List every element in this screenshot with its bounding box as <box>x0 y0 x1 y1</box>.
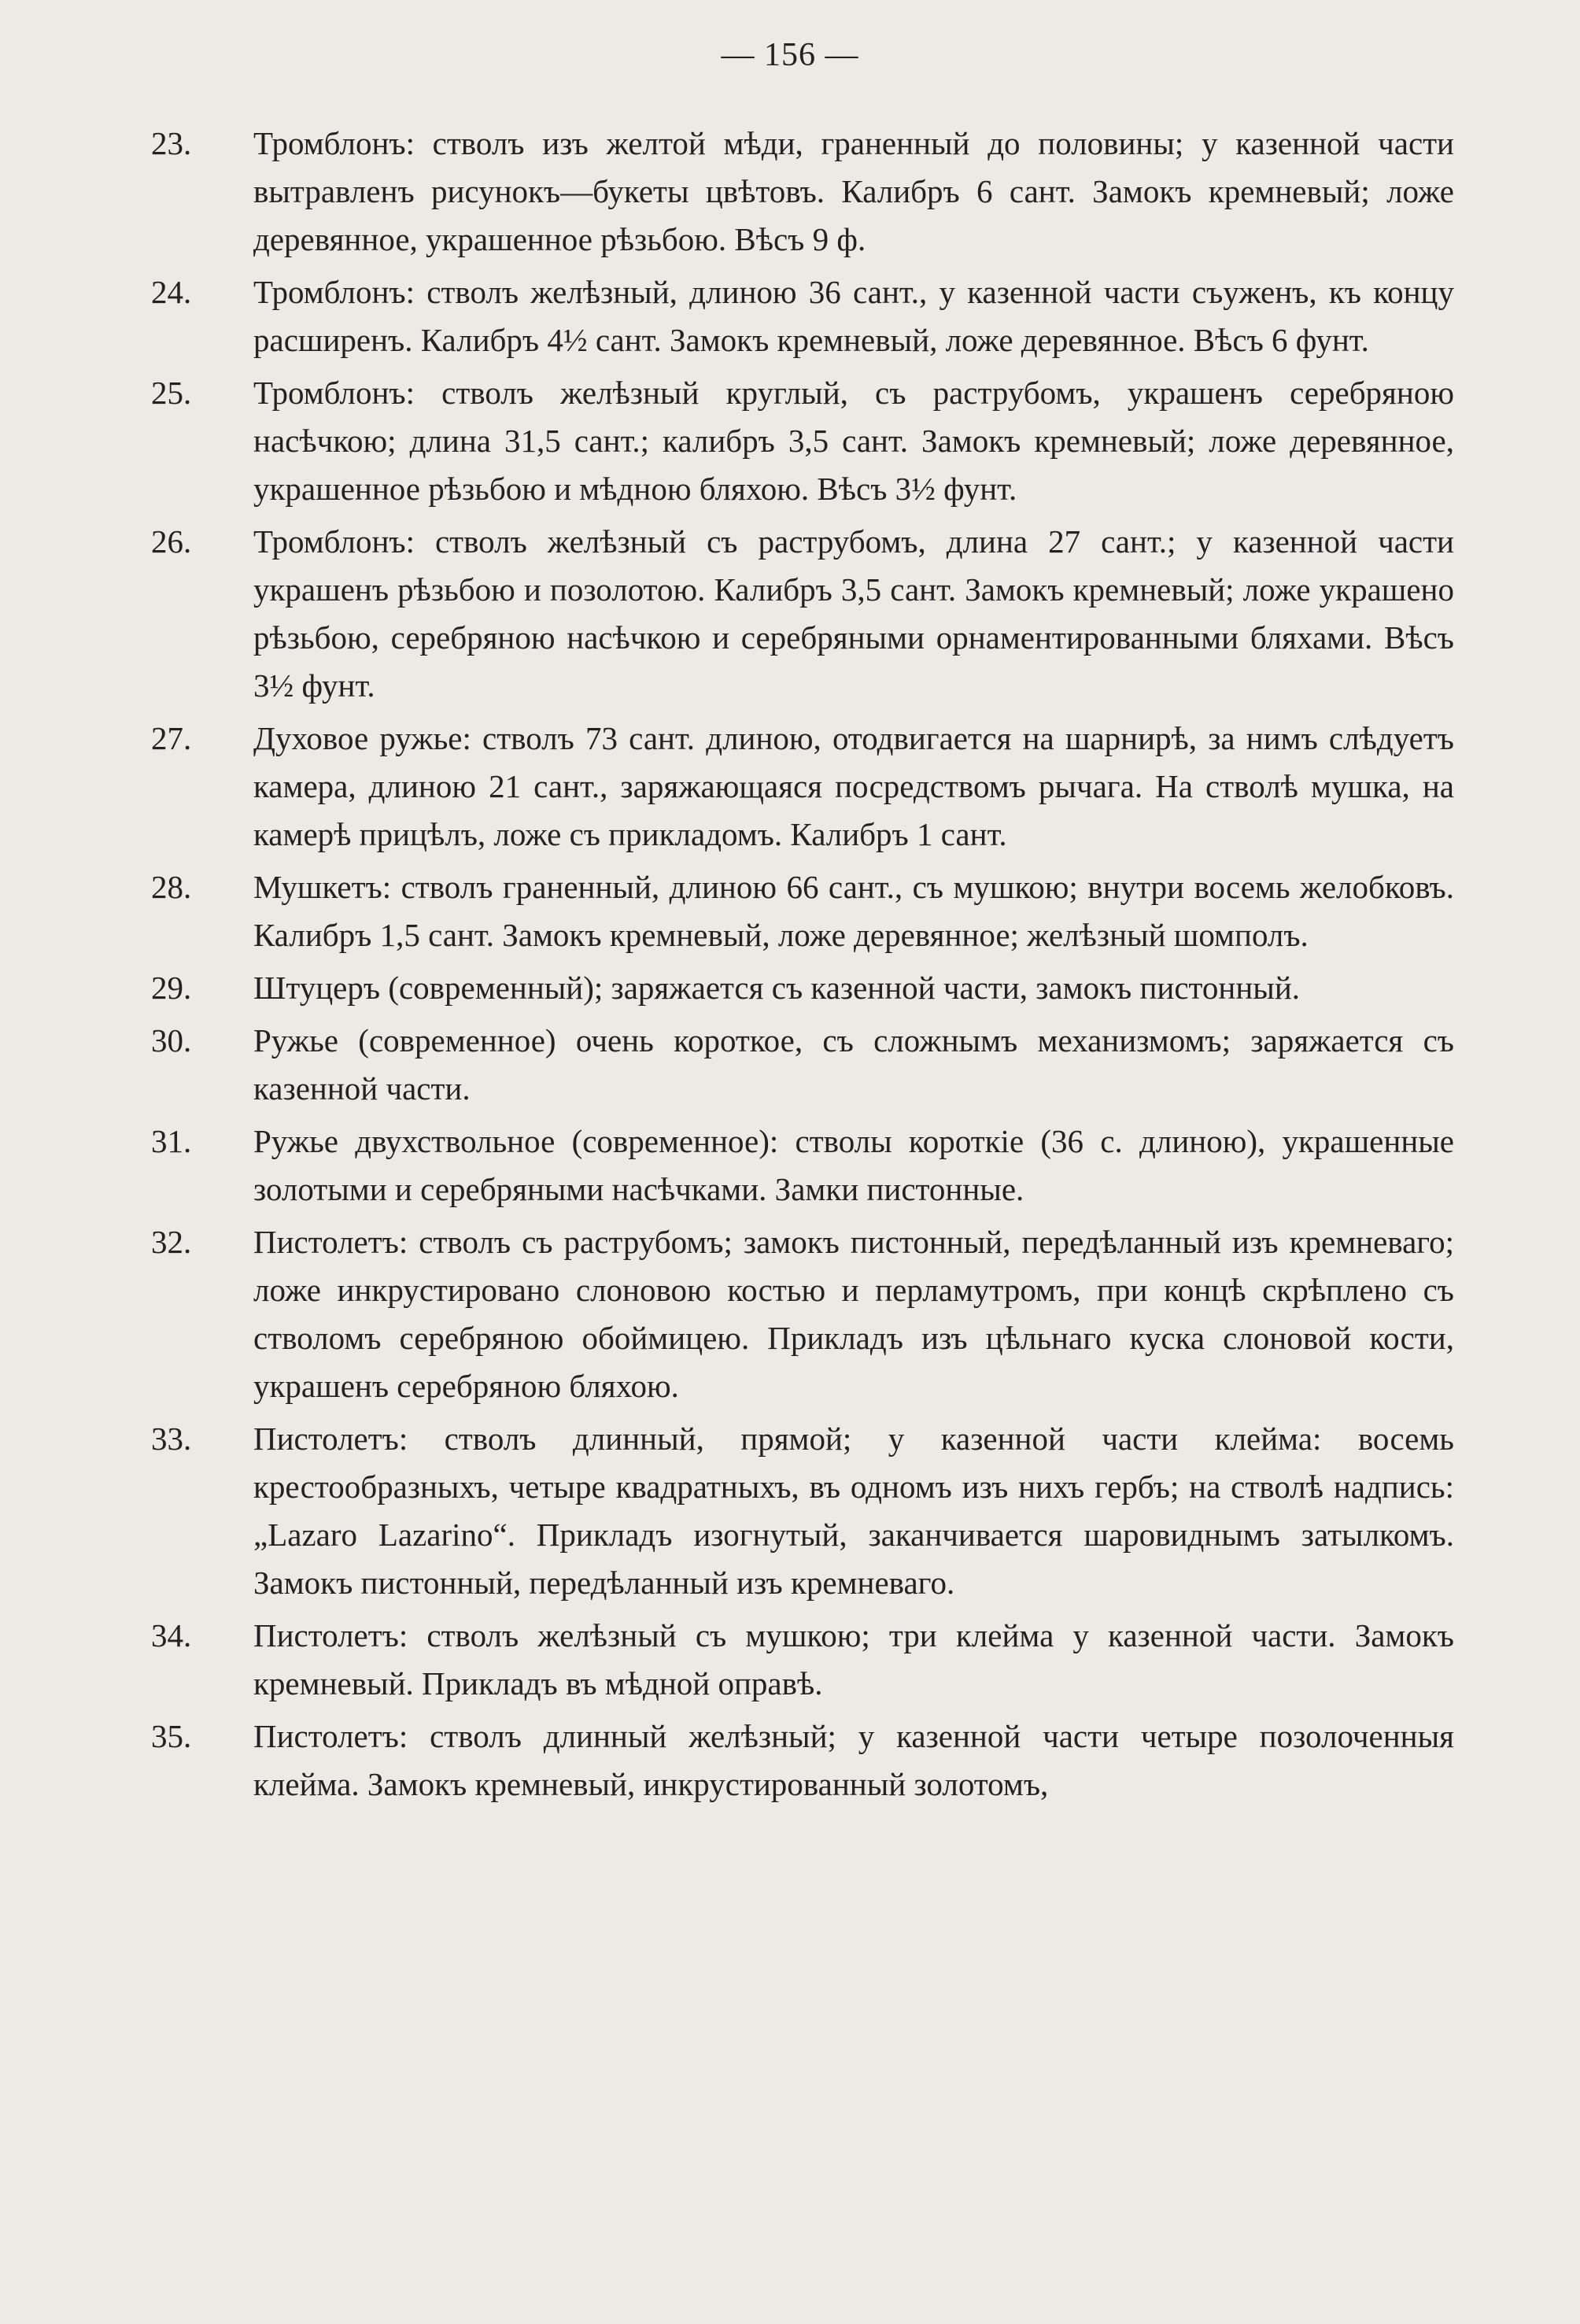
catalog-entry <box>151 1118 1454 1214</box>
catalog-entry <box>151 715 1454 859</box>
catalog-entry <box>151 1218 1454 1410</box>
entry-number: 28. <box>151 869 192 905</box>
entry-text: Мушкетъ: стволъ граненный, длиною 66 сант., съ мушкою; внутри восемь желобковъ. Калибръ 1,5 сант. Замокъ кремневый, ложе деревянное; желѣзный шомполъ. <box>253 869 1454 953</box>
catalog-entry <box>151 863 1454 959</box>
entry-text: Ружье двухствольное (современное): стволы короткіе (36 с. длиною), украшенные золотыми и серебряными насѣчками. Замки пистонные. <box>253 1123 1454 1207</box>
entry-text: Пистолетъ: стволъ длинный, прямой; у казенной части клейма: восемь крестообразныхъ, четыре квадратныхъ, въ одномъ изъ нихъ гербъ; на стволѣ надпись: „Lazaro Lazarino“. Прикладъ изогнутый, заканчивается шаровиднымъ затылкомъ. Замокъ пистонный, передѣланный изъ кремневаго. <box>253 1421 1454 1601</box>
entry-number: 29. <box>151 970 192 1006</box>
entry-number: 25. <box>151 375 192 411</box>
entry-number: 26. <box>151 523 192 560</box>
catalog-entry <box>151 964 1454 1012</box>
entry-number: 33. <box>151 1421 192 1457</box>
entry-number: 32. <box>151 1224 192 1260</box>
entry-text: Тромблонъ: стволъ желѣзный, длиною 36 сант., у казенной части съуженъ, къ концу расширенъ. Калибръ 4½ сант. Замокъ кремневый, ложе деревянное. Вѣсъ 6 фунт. <box>253 274 1454 358</box>
catalog-entry <box>151 1017 1454 1113</box>
entry-number: 30. <box>151 1022 192 1059</box>
entry-text: Ружье (современное) очень короткое, съ сложнымъ механизмомъ; заряжается съ казенной части. <box>253 1022 1454 1107</box>
catalog-entry <box>151 518 1454 710</box>
catalog-entry <box>151 268 1454 364</box>
page-number: — 156 — <box>721 37 859 73</box>
catalog-entry <box>151 120 1454 264</box>
entry-number: 35. <box>151 1718 192 1754</box>
entry-text: Тромблонъ: стволъ желѣзный круглый, съ раструбомъ, украшенъ серебряною насѣчкою; длина 31,5 сант.; калибръ 3,5 сант. Замокъ кремневый; ложе деревянное, украшенное рѣзьбою и мѣдною бляхою. Вѣсъ 3½ фунт. <box>253 375 1454 507</box>
entry-text: Тромблонъ: стволъ изъ желтой мѣди, граненный до половины; у казенной части вытравленъ рисунокъ—букеты цвѣтовъ. Калибръ 6 сант. Замокъ кремневый; ложе деревянное, украшенное рѣзьбою. Вѣсъ 9 ф. <box>253 125 1454 257</box>
catalog-entry <box>151 1415 1454 1607</box>
entry-text: Пистолетъ: стволъ длинный желѣзный; у казенной части четыре позолоченныя клейма. Замокъ кремневый, инкрустированный золотомъ, <box>253 1718 1454 1802</box>
catalog-entry <box>151 1612 1454 1708</box>
entry-text: Духовое ружье: стволъ 73 сант. длиною, отодвигается на шарнирѣ, за нимъ слѣдуетъ камера, длиною 21 сант., заряжающаяся посредствомъ рычага. На стволѣ мушка, на камерѣ прицѣлъ, ложе съ прикладомъ. Калибръ 1 сант. <box>253 720 1454 852</box>
entry-number: 34. <box>151 1617 192 1653</box>
entry-number: 27. <box>151 720 192 756</box>
entry-number: 31. <box>151 1123 192 1159</box>
entry-text: Тромблонъ: стволъ желѣзный съ раструбомъ, длина 27 сант.; у казенной части украшенъ рѣзьбою и позолотою. Калибръ 3,5 сант. Замокъ кремневый; ложе украшено рѣзьбою, серебряною насѣчкою и серебряными орнаментированными бляхами. Вѣсъ 3½ фунт. <box>253 523 1454 704</box>
entry-number: 24. <box>151 274 192 310</box>
catalog-entry <box>151 1713 1454 1809</box>
entry-number: 23. <box>151 125 192 161</box>
catalog-entry <box>151 369 1454 513</box>
catalog-entries <box>151 120 1454 1813</box>
entry-text: Пистолетъ: стволъ съ раструбомъ; замокъ пистонный, передѣланный изъ кремневаго; ложе инкрустировано слоновою костью и перламутромъ, при концѣ скрѣплено съ стволомъ серебряною обоймицею. Прикладъ изъ цѣльнаго куска слоновой кости, украшенъ серебряною бляхою. <box>253 1224 1454 1404</box>
entry-text: Штуцеръ (современный); заряжается съ казенной части, замокъ пистонный. <box>253 970 1301 1006</box>
entry-text: Пистолетъ: стволъ желѣзный съ мушкою; три клейма у казенной части. Замокъ кремневый. Прикладъ въ мѣдной оправѣ. <box>253 1617 1454 1701</box>
